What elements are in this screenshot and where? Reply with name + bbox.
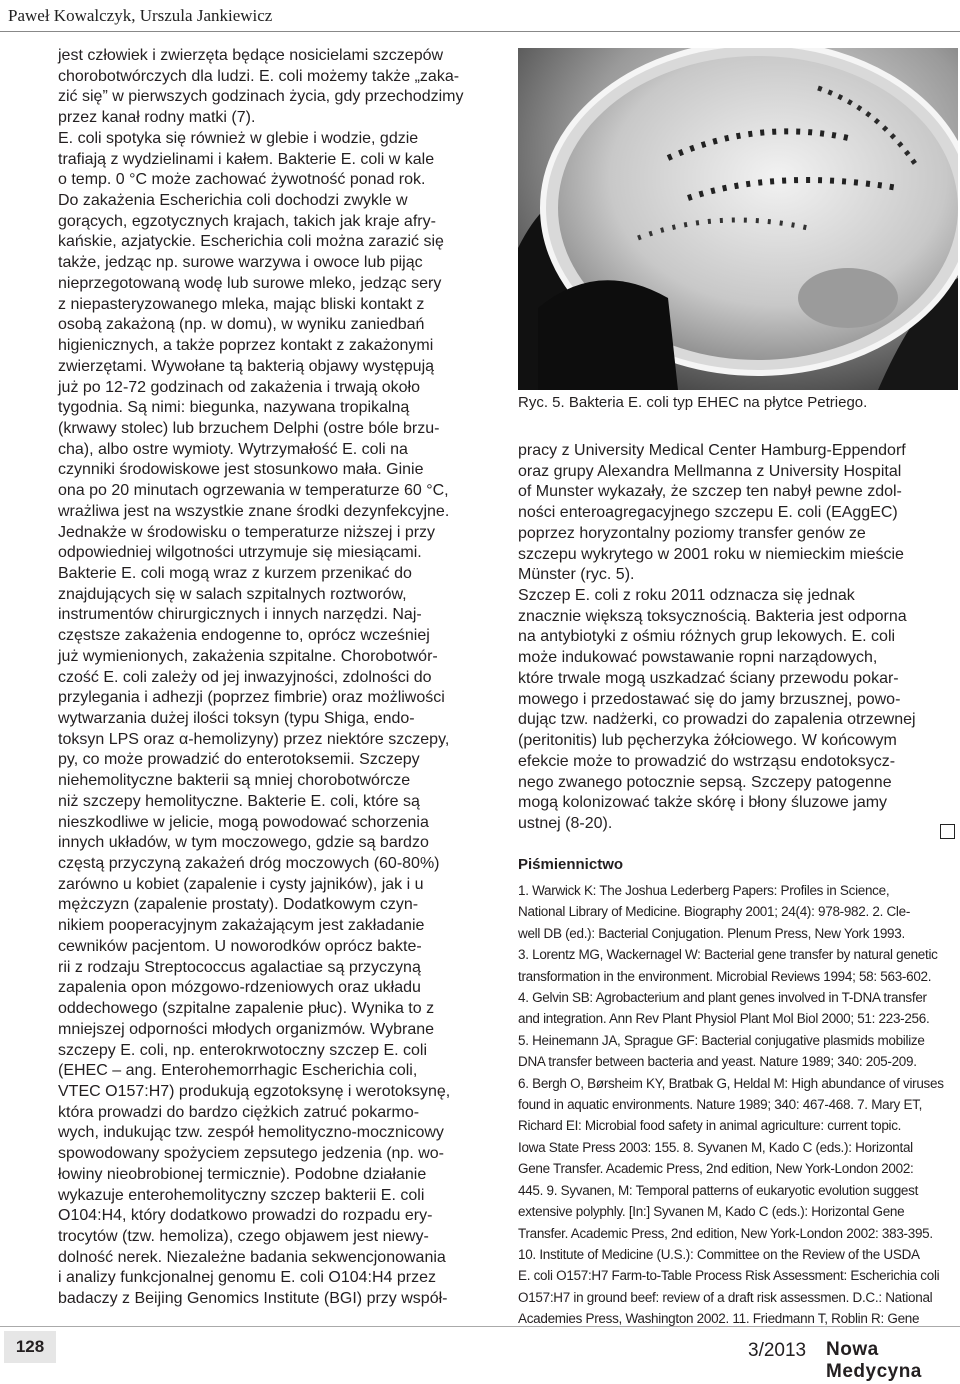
reference-line: DNA transfer between bacteria and yeast. Nature 1989; 340: 205-209. <box>518 1054 917 1070</box>
text-line: niehemolityczne bakterii są mniej chorobotwórcze <box>58 772 411 790</box>
text-line: innych układów, w tym moczowego, gdzie są bardzo <box>58 834 429 852</box>
journal-name: Nowa Medycyna <box>826 1339 922 1382</box>
text-line: py, co może prowadzić do enterotoksemii. Szczepy <box>58 751 420 769</box>
text-line: oraz grupy Alexandra Mellmanna z University Hospital <box>518 462 902 480</box>
text-line: wykazuje enterohemolityczny szczep bakterii E. coli <box>58 1186 425 1204</box>
text-line: oddechowego (szpitalne zapalenie płuc). Wynika to z <box>58 1000 435 1018</box>
figure-caption: Ryc. 5. Bakteria E. coli typ EHEC na płytce Petriego. <box>518 394 868 411</box>
text-line: cha), albo ostre wymioty. Wytrzymałość E. coli na <box>58 440 408 458</box>
text-line: Münster (ryc. 5). <box>518 566 635 584</box>
page-number: 128 <box>4 1331 56 1363</box>
text-line: nieszkodliwe w jelicie, mogą powodować schorzenia <box>58 813 429 831</box>
text-line: (peritonitis) lub pęcherzyka żółciowego. W końcowym <box>518 732 897 750</box>
reference-line: 5. Heinemann JA, Sprague GF: Bacterial conjugative plasmids mobilize <box>518 1032 925 1048</box>
footer-rule <box>0 1326 960 1327</box>
text-line: zwierzętami. Wywołane tą bakterią objawy występują <box>58 357 435 375</box>
text-line: szczepy E. coli, np. enterokrwotoczny szczep E. coli <box>58 1041 428 1059</box>
text-line: wych, indukując tzw. zespół hemolityczno-mocznicowy <box>58 1124 444 1142</box>
reference-line: and integration. Ann Rev Plant Physiol Plant Mol Biol 2000; 51: 223-256. <box>518 1011 930 1027</box>
text-line: czynniki środowiskowe jest stosunkowo mała. Ginie <box>58 461 424 479</box>
text-line: dując tzw. nadżerki, co prowadzi do zapalenia otrzewnej <box>518 711 916 729</box>
text-line: efekcie może to prowadzić do wstrząsu endotoksycz- <box>518 752 896 770</box>
text-line: O104:H4, który dodatkowo prowadzi do rozpadu ery- <box>58 1207 433 1225</box>
text-line: jest człowiek i zwierzęta będące nosicielami szczepów <box>58 47 444 64</box>
text-line: E. coli spotyka się również w glebie i wodzie, gdzie <box>58 129 419 147</box>
text-line: badaczy z Beijing Genomics Institute (BGI) przy współ- <box>58 1290 448 1308</box>
text-line: zić się” w pierwszych godzinach życia, gdy przechodzimy <box>58 88 464 106</box>
text-line: mogą kolonizować także skórę i błony śluzowe jamy <box>518 794 888 812</box>
body-paragraph <box>58 46 500 1310</box>
text-line: gorących, egzotycznych krajach, takich jak kraje afry- <box>58 212 436 230</box>
reference-line: Academies Press, Washington 2002. 11. Friedmann T, Roblin R: Gene <box>518 1311 920 1327</box>
body-paragraph <box>518 441 960 835</box>
text-line: o temp. 0 °C może zachować żywotność ponad rok. <box>58 171 426 189</box>
text-line: zapalenia opon mózgowo-rdzeniowych oraz układu <box>58 979 421 997</box>
text-line: Bakterie E. coli mogą wraz z kurzem przenikać do <box>58 564 412 582</box>
reference-line: 445. 9. Syvanen, M: Temporal patterns of eukaryotic evolution suggest <box>518 1182 919 1198</box>
reference-line: well DB (ed.): Bacterial Conjugation. Plenum Press, New York 1993. <box>518 925 905 941</box>
petri-dish-photo <box>518 48 958 390</box>
reference-line: 6. Bergh O, Børsheim KY, Bratbak G, Heldal M: High abundance of viruses <box>518 1075 944 1091</box>
text-line: trafiają z wydzielinami i kałem. Bakterie E. coli w kale <box>58 150 435 168</box>
text-line: i analizy funkcjonalnej genomu E. coli O104:H4 przez <box>58 1269 436 1287</box>
text-line: częstsze zakażenia endogenne to, oprócz wcześniej <box>58 627 430 645</box>
petri-dish-illustration <box>518 48 958 390</box>
text-line: z niepasteryzowanego mleka, mając bliski kontakt z <box>58 295 425 313</box>
left-text-column <box>58 46 500 1310</box>
reference-line: 1. Warwick K: The Joshua Lederberg Papers: Profiles in Science, <box>518 883 890 898</box>
text-line: mężczyzn (zapalenie prostaty). Dodatkowym czyn- <box>58 896 419 914</box>
text-line: of Munster wykazały, że szczep ten nabył pewne zdol- <box>518 483 902 501</box>
text-line: (EHEC – ang. Enterohemorrhagic Escherichia coli, <box>58 1062 418 1080</box>
text-line: Szczep E. coli z roku 2011 odznacza się jednak <box>518 587 855 605</box>
text-line: szczepu wykrytego w 2001 roku w niemieckim mieście <box>518 545 904 563</box>
text-line: rii z rodzaju Streptococcus agalactiae są przyczyną <box>58 958 421 976</box>
text-line: może indukować powstawanie ropni narządowych, <box>518 649 878 667</box>
text-line: pracy z University Medical Center Hamburg-Eppendorf <box>518 442 906 459</box>
reference-line: 10. Institute of Medicine (U.S.): Committee on the Review of the USDA <box>518 1246 920 1262</box>
text-line: nieprzegotowaną wodę lub surowe mleko, jedząc sery <box>58 274 442 292</box>
text-line: przylegania i adhezji (poprzez fimbrie) oraz możliwości <box>58 689 445 707</box>
text-line: trocytów (tzw. hemoliza), czego objawem jest niewy- <box>58 1227 429 1245</box>
text-line: ności enteroagregacyjnego szczepu E. coli (EAggEC) <box>518 504 898 522</box>
text-line: toksyn LPS oraz α-hemolizyny) przez niektóre szczepy, <box>58 730 450 748</box>
text-line: czość E. coli zależy od jej inwazyjności, zdolności do <box>58 668 432 686</box>
text-line: już po 12-72 godzinach od zakażenia i trwają około <box>58 378 421 396</box>
text-line: łowiny nieobrobionej termicznie). Podobne działanie <box>58 1165 427 1183</box>
reference-line: Richard EI: Microbial food safety in animal agriculture: current topic. <box>518 1118 902 1134</box>
reference-line: Gene Transfer. Academic Press, 2nd edition, New York-London 2002: <box>518 1161 914 1177</box>
text-line: nikiem pooperacyjnym zakażającym jest zakładanie <box>58 917 425 935</box>
header-rule <box>0 31 960 32</box>
text-line: także, jedząc np. surowe warzywa i owoce lub pijąc <box>58 254 423 272</box>
reference-line: 3. Lorentz MG, Wackernagel W: Bacterial gene transfer by natural genetic <box>518 947 938 963</box>
text-line: znacznie większą toksycznością. Bakteria jest odporna <box>518 607 907 625</box>
issue-number: 3/2013 <box>748 1340 807 1361</box>
text-line: mniejszej odporności młodych organizmów. Wybrane <box>58 1020 435 1038</box>
text-line: kańskie, azjatyckie. Escherichia coli można zarazić się <box>58 233 444 251</box>
text-line: tygodnia. Są nimi: biegunka, nazywana tropikalną <box>58 399 410 417</box>
text-line: (krwawy stolec) lub brzuchem Delphi (ostre bóle brzu- <box>58 419 440 437</box>
text-line: nego zwanego potocznie sepsą. Szczepy patogenne <box>518 773 892 791</box>
text-line: ustnej (8-20). <box>518 814 613 832</box>
text-line: częstą przyczyną zakażeń dróg moczowych (60-80%) <box>58 855 440 873</box>
text-line: zarówno u kobiet (zapalenie i cysty jajników), jak i u <box>58 875 424 893</box>
text-line: VTEC O157:H7) produkują egzotoksynę i werotoksynę, <box>58 1082 451 1100</box>
reference-line: Iowa State Press 2003: 155. 8. Syvanen M, Kado C (eds.): Horizontal <box>518 1139 913 1155</box>
right-text-column <box>518 441 960 835</box>
text-line: mowego i przedostawać się do jamy brzusznej, powo- <box>518 690 901 708</box>
text-line: odpowiedniej wilgotności utrzymuje się miesiącami. <box>58 544 422 562</box>
text-line: ona po 20 minutach ogrzewania w temperaturze 60 °C, <box>58 482 449 500</box>
references-heading: Piśmiennictwo <box>518 856 624 873</box>
reference-line: O157:H7 in ground beef: review of a draft risk assessmen. D.C.: National <box>518 1289 933 1305</box>
reference-line: extensive polyphly. [In:] Syvanen M, Kado C (eds.): Horizontal Gene <box>518 1204 905 1220</box>
text-line: osobą zakażoną (np. w domu), w wyniku zaniedbań <box>58 316 425 334</box>
text-line: poprzez horyzontalny poziomy transfer genów ze <box>518 524 866 542</box>
text-line: spowodowany spożyciem zepsutego jedzenia (np. wo- <box>58 1145 444 1163</box>
reference-line: E. coli O157:H7 Farm-to-Table Process Risk Assessment: Escherichia coli <box>518 1268 940 1284</box>
text-line: wrażliwa jest na wszystkie znane środki dezynfekcyjne. <box>58 502 450 520</box>
text-line: chorobotwórczych dla ludzi. E. coli możemy także „zaka- <box>58 67 460 85</box>
text-line: znajdujących się w salach szpitalnych roztworów, <box>58 585 407 603</box>
text-line: już wymienionych, zakażenia szpitalne. Chorobotwór- <box>58 647 438 665</box>
text-line: niż szczepy hemolityczne. Bakterie E. coli, które są <box>58 792 420 810</box>
reference-line: Transfer. Academic Press, 2nd edition, New York-London 2002: 383-395. <box>518 1225 933 1241</box>
running-header-authors: Paweł Kowalczyk, Urszula Jankiewicz <box>8 6 273 25</box>
text-line: wytwarzania dużej ilości toksyn (typu Shiga, endo- <box>58 710 415 727</box>
text-line: które trwale mogą uszkadzać ściany przewodu pokar- <box>518 669 899 687</box>
reference-line: transformation in the environment. Microbial Reviews 1994; 58: 563-602. <box>518 968 932 984</box>
text-line: dolność nerek. Niezależne badania sekwencjonowania <box>58 1248 446 1266</box>
text-line: która prowadzi do bardzo ciężkich zatruć pokarmo- <box>58 1103 420 1121</box>
text-line: instrumentów chirurgicznych i innych narzędzi. Naj- <box>58 606 422 624</box>
text-line: na antybiotyki z ośmiu różnych grup lekowych. E. coli <box>518 628 896 646</box>
reference-line: 4. Gelvin SB: Agrobacterium and plant genes involved in T-DNA transfer <box>518 990 927 1006</box>
text-line: przez kanał rodny matki (7). <box>58 109 256 127</box>
text-line: higienicznych, a także poprzez kontakt z zakażonymi <box>58 337 434 355</box>
reference-line: found in aquatic environments. Nature 1989; 340: 467-468. 7. Mary ET, <box>518 1097 923 1113</box>
text-line: Do zakażenia Escherichia coli dochodzi zwykle w <box>58 192 408 210</box>
end-of-article-mark <box>940 824 955 839</box>
text-line: Jednakże w środowisku o temperaturze niższej i przy <box>58 523 436 541</box>
reference-line: National Library of Medicine. Biography 2001; 24(4): 978-982. 2. Cle- <box>518 904 911 920</box>
references-list <box>518 880 958 1330</box>
text-line: cewników pacjentom. U noworodków oprócz bakte- <box>58 937 422 955</box>
